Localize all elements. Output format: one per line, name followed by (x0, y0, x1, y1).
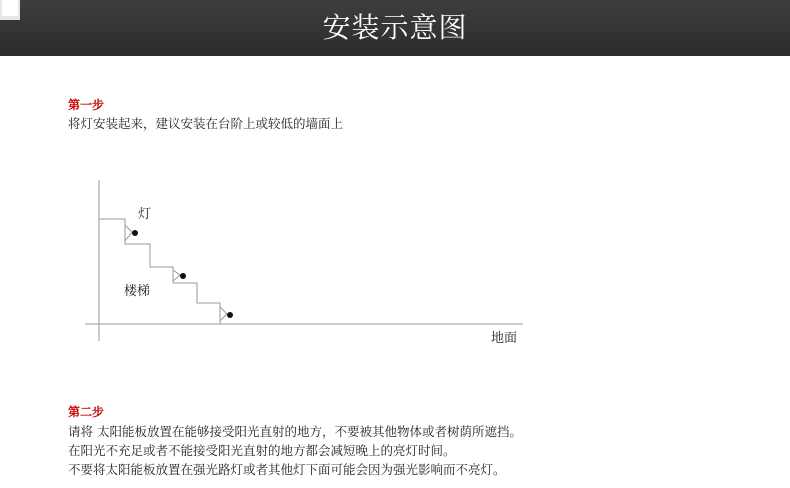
lamp-1-icon (125, 225, 138, 241)
staircase (99, 219, 220, 324)
step2-line-1: 请将 太阳能板放置在能够接受阳光直射的地方，不要被其他物体或者树荫所遮挡。 (68, 424, 522, 439)
page-title: 安装示意图 (322, 11, 468, 44)
step2-heading: 第二步 (68, 405, 105, 419)
step1-heading: 第一步 (68, 98, 105, 112)
step2-line-2: 在阳光不充足或者不能接受阳光直射的地方都会减短晚上的亮灯时间。 (68, 443, 456, 458)
lamp-label: 灯 (138, 207, 152, 222)
lamp-3-icon (220, 307, 233, 321)
ground-label: 地面 (491, 331, 518, 346)
lamp-2-icon (173, 270, 186, 281)
step2-line-3: 不要将太阳能板放置在强光路灯或者其他灯下面可能会因为强光影响而不亮灯。 (68, 462, 506, 477)
stairs-label: 楼梯 (124, 284, 151, 299)
step1-text: 将灯安装起来，建议安装在台阶上或较低的墙面上 (68, 116, 344, 131)
